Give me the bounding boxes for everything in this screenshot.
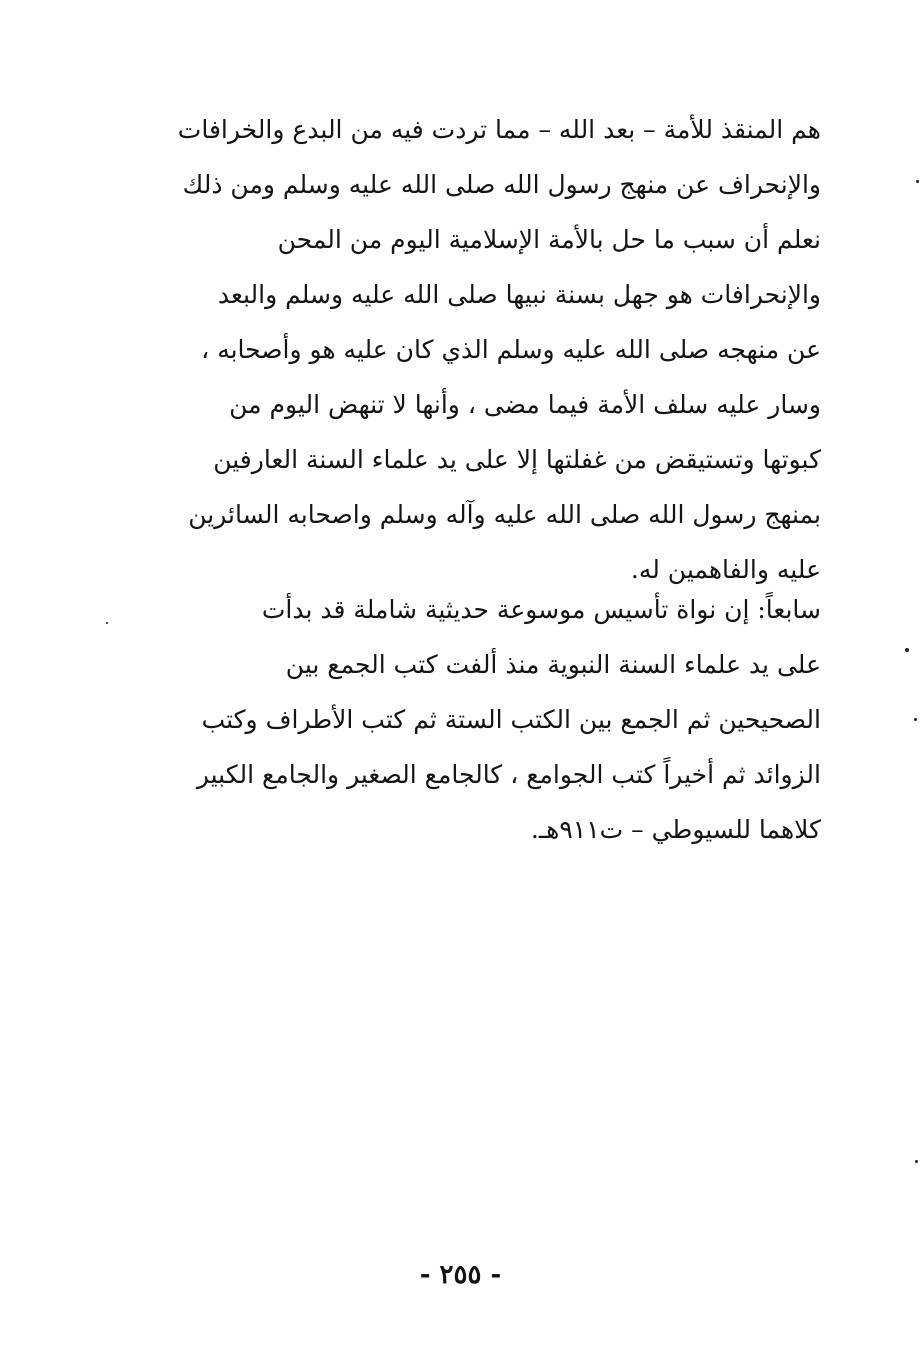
paragraph-line: هم المنقذ للأمة – بعد الله – مما تردت فيه من البدع والخرافات <box>177 115 821 144</box>
paragraph-line: كبوتها وتستيقض من غفلتها إلا على يد علماء السنة العارفين <box>213 445 821 474</box>
paragraph-line: الصحيحين ثم الجمع بين الكتب الستة ثم كتب الأطراف وكتب <box>201 705 821 734</box>
paragraph-line: على يد علماء السنة النبوية منذ ألفت كتب الجمع بين <box>285 650 821 679</box>
scan-speck <box>916 180 919 183</box>
paragraph-line: وسار عليه سلف الأمة فيما مضى ، وأنها لا تنهض اليوم من <box>229 390 821 419</box>
paragraph-line: والإنحراف عن منهج رسول الله صلى الله عليه وسلم ومن ذلك <box>182 170 821 199</box>
paragraph-line: الزوائد ثم أخيراً كتب الجوامع ، كالجامع الصغير والجامع الكبير <box>196 760 821 789</box>
scan-speck <box>905 648 909 652</box>
paragraph-line: كلاهما للسيوطي – ت٩١١هـ. <box>530 815 821 844</box>
paragraph-line: نعلم أن سبب ما حل بالأمة الإسلامية اليوم من المحن <box>277 225 821 254</box>
paragraph-line: سابعاً: إن نواة تأسيس موسوعة حديثية شاملة قد بدأت <box>261 595 821 624</box>
scan-speck <box>915 1160 918 1163</box>
scan-speck <box>106 622 108 624</box>
scan-speck <box>914 718 917 721</box>
paragraph-line: بمنهج رسول الله صلى الله عليه وآله وسلم واصحابه السائرين <box>188 500 821 529</box>
paragraph-2 <box>141 582 821 857</box>
paragraph-1 <box>141 102 821 597</box>
paragraph-line: عليه والفاهمين له. <box>630 555 821 584</box>
paragraph-line: عن منهجه صلى الله عليه وسلم الذي كان عليه هو وأصحابه ، <box>201 335 821 364</box>
page-number: - ٢٥٥ - <box>419 1260 502 1290</box>
paragraph-line: والإنحرافات هو جهل بسنة نبيها صلى الله عليه وسلم والبعد <box>217 280 821 309</box>
